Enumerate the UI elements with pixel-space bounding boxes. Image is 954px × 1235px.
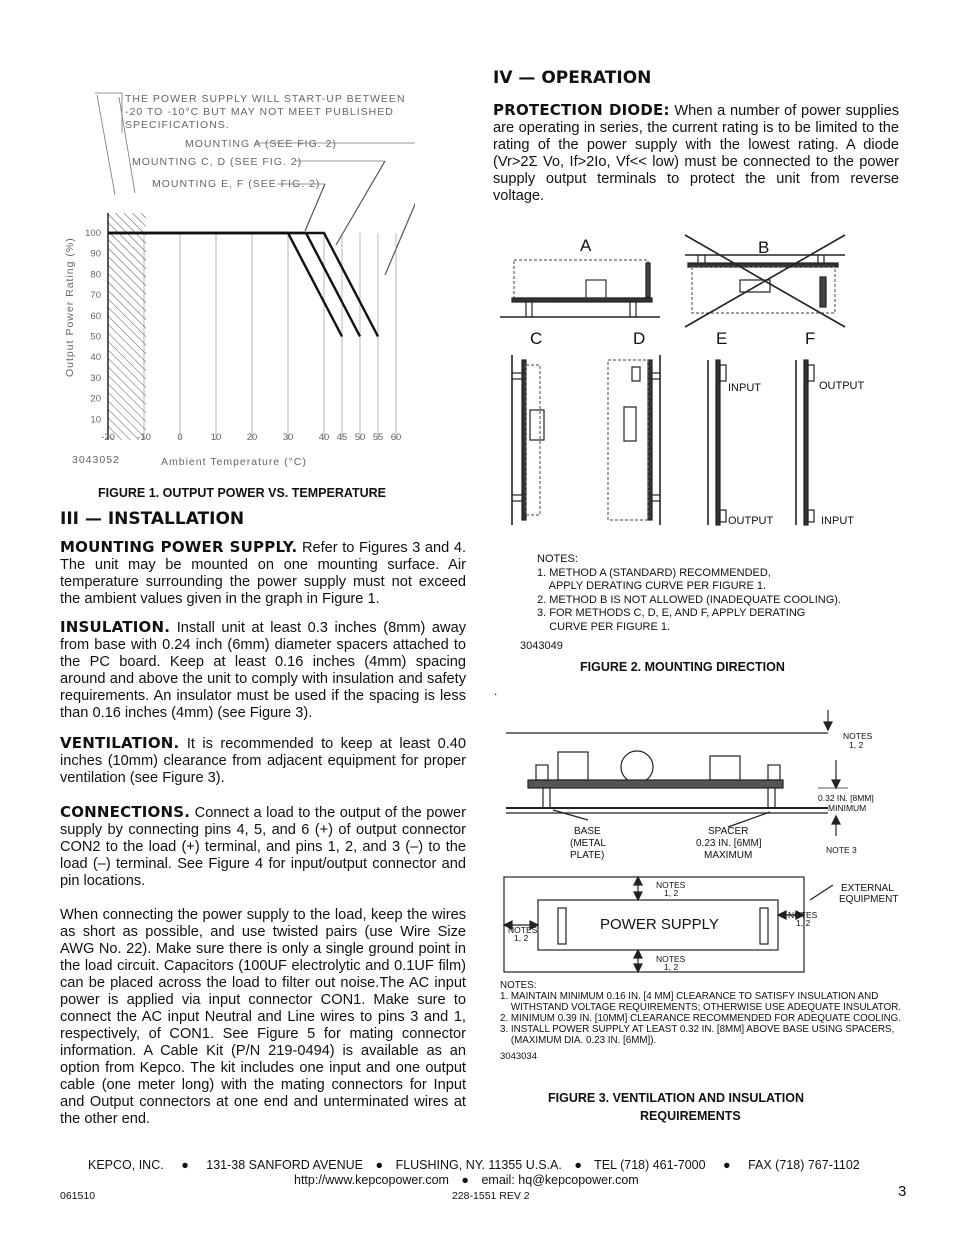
fig3-dim1: 0.32 IN. [8MM] — [818, 793, 874, 803]
mounting-lead: MOUNTING POWER SUPPLY. — [60, 538, 298, 556]
fig1-xtick-label: 0 — [177, 432, 183, 443]
footer-fax: FAX (718) 767-1102 — [748, 1158, 860, 1172]
fig3-base-1: BASE — [574, 826, 601, 837]
fig3-notes — [500, 980, 901, 1046]
fig2-f-input: INPUT — [821, 515, 854, 527]
figure-2-mounting-direction — [500, 225, 900, 555]
mounting-body: Refer to Figures 3 and 4. The unit may be mounted on one mounting surface. Air temperature surrounding the power supply must not exceed the ambient values given in the graph in Figure 1. — [60, 540, 467, 607]
fig2-f-output: OUTPUT — [819, 380, 865, 392]
insulation-body: Install unit at least 0.3 inches (8mm) away from base with 0.24 inch (6mm) diameter spacers attached to the PC board. Keep at least 0.16 inches (4mm) spacing around and above the unit to comply with insulation and safety requirements. An insulator must be used if the spacing is less than 0.16 inches (4mm) (see Figure 3). — [60, 620, 466, 721]
footer-address: 131-38 SANFORD AVENUE — [206, 1158, 364, 1172]
footer-email[interactable]: email: hq@kepcopower.com — [481, 1173, 639, 1187]
fig2-label-b: B — [758, 238, 770, 257]
fig3-dim1b: MINIMUM — [828, 803, 867, 813]
fig1-annotation-mount-ef: MOUNTING E, F (SEE FIG. 2) — [152, 178, 321, 190]
installation-heading: III — INSTALLATION — [60, 509, 245, 529]
fig3-note-line: 3. INSTALL POWER SUPPLY AT LEAST 0.32 IN. [8MM] ABOVE BASE USING SPACERS, — [500, 1024, 895, 1035]
fig2-e-output: OUTPUT — [728, 515, 774, 527]
fig1-xtick-label: 60 — [390, 432, 402, 443]
fig1-annotation-mount-a: MOUNTING A (SEE FIG. 2) — [185, 138, 337, 150]
fig3-spacer-2: 0.23 IN. [6MM] — [696, 838, 762, 849]
protection-diode-lead: PROTECTION DIODE: — [493, 101, 670, 119]
fig1-ytick-label: 100 — [85, 228, 101, 239]
figure-1-derating-chart — [55, 85, 415, 480]
fig2-code: 3043049 — [520, 640, 563, 652]
fig1-xtick-label: 50 — [354, 432, 366, 443]
connections-paragraph — [60, 804, 466, 890]
footer-contact-line — [88, 1158, 860, 1172]
fig1-ytick-label: 60 — [90, 310, 101, 322]
fig3-notes12-c-b: 1, 2 — [796, 918, 811, 928]
bullet-icon: ● — [461, 1173, 469, 1187]
fig3-external-1: EXTERNAL — [841, 883, 894, 894]
fig3-notes12-c: NOTES — [788, 910, 818, 920]
fig3-note-line: (MAXIMUM DIA. 0.23 IN. [6MM]). — [500, 1035, 657, 1046]
fig1-annotation-line2: -20 TO -10°C BUT MAY NOT MEET PUBLISHED — [125, 106, 394, 118]
fig2-note-line: 1. METHOD A (STANDARD) RECOMMENDED, — [537, 566, 771, 579]
figure-3-ventilation — [498, 710, 903, 980]
figure-3-caption-line2: REQUIREMENTS — [640, 1109, 741, 1123]
footer-city: FLUSHING, NY. 11355 U.S.A. — [395, 1158, 562, 1172]
fig2-notes — [537, 553, 841, 634]
footer-tel: TEL (718) 461-7000 — [594, 1158, 706, 1172]
fig1-xtick-label: 40 — [318, 432, 330, 443]
fig1-xtick-label: 55 — [372, 432, 384, 443]
ventilation-lead: VENTILATION. — [60, 734, 180, 752]
fig2-e-input: INPUT — [728, 382, 761, 394]
fig1-xtick-label: 45 — [336, 432, 348, 443]
connections-body: Connect a load to the output of the power supply by connecting pins 4, 5, and 6 (+) of output connector CON2 to the load (+) terminal, and pins 1, 2, and 3 (–) to the load (–) terminal. See Figure 4 for input/output connector and pin locations. — [60, 805, 466, 889]
fig1-ytick-label: 20 — [90, 393, 101, 405]
fig1-xtick-label: 20 — [246, 432, 258, 443]
fig2-note-line: APPLY DERATING CURVE PER FIGURE 1. — [537, 580, 767, 592]
fig1-curve-3 — [108, 233, 378, 337]
insulation-lead: INSULATION. — [60, 618, 171, 636]
fig3-spacer-3: MAXIMUM — [704, 850, 753, 861]
operation-heading: IV — OPERATION — [493, 68, 652, 88]
fig3-external-2: EQUIPMENT — [839, 894, 899, 905]
fig1-code: 3043052 — [72, 454, 120, 466]
fig1-ytick-label: 80 — [90, 269, 101, 281]
fig2-label-f: F — [805, 329, 816, 348]
fig3-notes12-a: NOTES — [656, 880, 686, 890]
stray-dot: . — [494, 684, 498, 698]
fig1-ylabel: Output Power Rating (%) — [64, 237, 76, 377]
fig2-label-c: C — [530, 329, 543, 348]
connections-lead: CONNECTIONS. — [60, 803, 191, 821]
footer-doc-number: 228-1551 REV 2 — [452, 1190, 530, 1202]
fig3-note-line: WITHSTAND VOLTAGE REQUIREMENTS; OTHERWISE USE ADEQUATE INSULATOR. — [500, 1002, 901, 1013]
fig3-spacer-1: SPACER — [708, 826, 749, 837]
fig1-xtick-label: 30 — [282, 432, 294, 443]
fig1-ytick-label: 40 — [90, 352, 101, 364]
protection-diode-body: When a number of power supplies are operating in series, the current rating is to be limited to the rating of the power supply with the lowest rating. A diode (Vr>2Σ Vo, If>2Io, Vf<< low) must be connected to the power supply output terminals to protect the unit from reverse voltage. — [493, 103, 899, 204]
fig3-notes12-b: NOTES — [508, 925, 538, 935]
ventilation-body: It is recommended to keep at least 0.40 inches (10mm) clearance from adjacent equipment for proper ventilation (see Figure 3). — [60, 736, 466, 786]
footer-web-line — [294, 1173, 639, 1187]
fig1-xtick-label: 10 — [210, 432, 222, 443]
protection-diode-paragraph — [493, 102, 899, 205]
fig2-note-line: 3. FOR METHODS C, D, E, AND F, APPLY DERATING — [537, 607, 806, 619]
ventilation-paragraph — [60, 735, 466, 787]
fig1-ytick-label: 70 — [90, 290, 101, 302]
fig3-notes12-d: NOTES — [656, 954, 686, 964]
fig1-ytick-label: 50 — [90, 331, 101, 343]
fig2-note-line: CURVE PER FIGURE 1. — [537, 620, 671, 633]
fig3-notes12-b-b: 1, 2 — [514, 933, 529, 943]
fig1-annotation-line3: SPECIFICATIONS. — [125, 119, 230, 131]
fig2-label-e: E — [716, 329, 728, 348]
fig1-xtick-label: -10 — [137, 432, 151, 443]
bullet-icon: ● — [181, 1158, 189, 1172]
fig3-note3: NOTE 3 — [826, 845, 857, 855]
fig2-note-line: NOTES: — [537, 553, 578, 565]
fig3-base-2: (METAL — [570, 838, 606, 849]
fig1-ytick-label: 30 — [90, 372, 101, 384]
fig1-xtick-label: -20 — [101, 432, 115, 443]
wiring-paragraph: When connecting the power supply to the load, keep the wires as short as possible, and use twisted pairs (use Wire Size AWG No. 22). Make sure there is only a single ground point in the load circuit. Capacitors (100UF electrolytic and 0.1UF film) can be placed across the load to filter out noise.The AC input power is applied via input connector CON1. Make sure to connect the AC input Neutral and Line wires to pins 3 and 1, respectively, of CON1. See Figure 5 for mating connector information. A Cable Kit (P/N 219-0494) is available as an option from Kepco. The kit includes one input and one output cable (one meter long) with the mating connectors for Input and Output connectors at one end and unterminated wires at the other end. — [60, 907, 466, 1127]
figure-2-caption: FIGURE 2. MOUNTING DIRECTION — [580, 660, 785, 674]
fig3-notes12-a-b: 1, 2 — [664, 888, 679, 898]
fig1-annotation-mount-cd: MOUNTING C, D (SEE FIG. 2) — [132, 156, 303, 168]
bullet-icon: ● — [723, 1158, 731, 1172]
fig3-note-line: 2. MINIMUM 0.39 IN. [10MM] CLEARANCE RECOMMENDED FOR ADEQUATE COOLING. — [500, 1013, 902, 1024]
page-number: 3 — [898, 1183, 907, 1200]
fig3-base-3: PLATE) — [570, 850, 605, 861]
fig3-notes12-top: NOTES — [843, 731, 873, 741]
figure-3-caption-line1: FIGURE 3. VENTILATION AND INSULATION — [548, 1091, 805, 1105]
bullet-icon: ● — [574, 1158, 582, 1172]
fig3-notes12-top-b: 1, 2 — [849, 740, 864, 750]
bullet-icon: ● — [375, 1158, 384, 1172]
fig1-annotation-line1: THE POWER SUPPLY WILL START-UP BETWEEN — [125, 93, 406, 105]
fig3-note-line: 1. MAINTAIN MINIMUM 0.16 IN. [4 MM] CLEARANCE TO SATISFY INSULATION AND — [500, 991, 879, 1002]
fig1-ytick-label: 10 — [90, 414, 101, 426]
fig3-note-line: NOTES: — [500, 980, 537, 991]
footer-company: KEPCO, INC. — [88, 1158, 164, 1172]
fig1-ytick-label: 90 — [90, 248, 101, 260]
fig2-label-d: D — [633, 329, 646, 348]
figure-1-caption: FIGURE 1. OUTPUT POWER VS. TEMPERATURE — [98, 486, 386, 500]
fig2-label-a: A — [580, 236, 592, 255]
fig3-code: 3043034 — [500, 1051, 537, 1062]
insulation-paragraph — [60, 619, 466, 722]
footer-date: 061510 — [60, 1190, 96, 1202]
fig1-xlabel: Ambient Temperature (°C) — [161, 456, 307, 468]
fig2-note-line: 2. METHOD B IS NOT ALLOWED (INADEQUATE COOLING). — [537, 593, 841, 606]
footer-web[interactable]: http://www.kepcopower.com — [294, 1173, 449, 1187]
fig3-power-supply-label: POWER SUPPLY — [600, 916, 719, 933]
fig3-notes12-d-b: 1, 2 — [664, 962, 679, 972]
mounting-paragraph — [60, 539, 466, 608]
